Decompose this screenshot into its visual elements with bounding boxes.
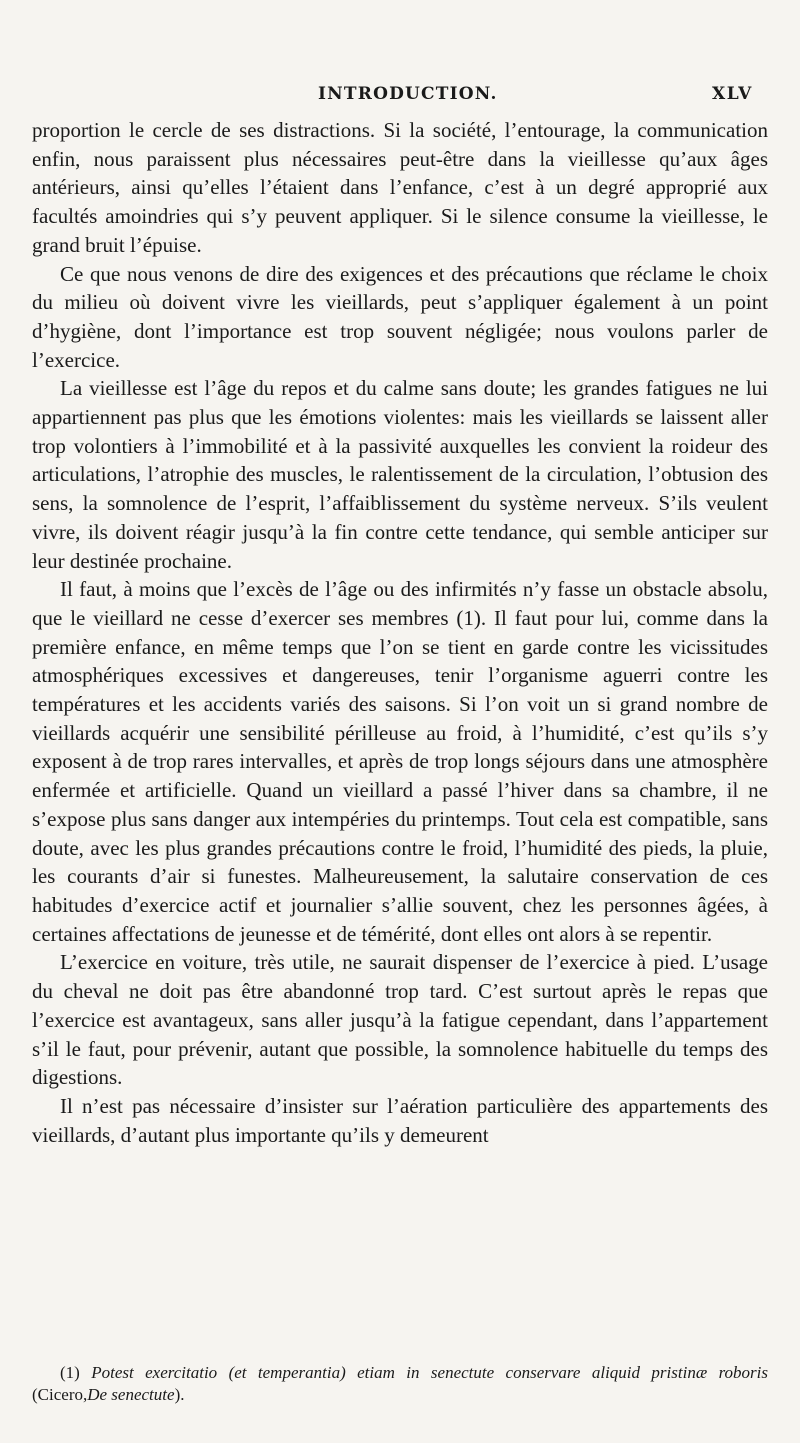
footnote <box>32 1362 768 1406</box>
paragraph-continued: proportion le cercle de ses distractions. Si la société, l’entourage, la communication enfin, nous paraissent plus nécessaires peut-être dans la vieillesse qu’aux âges antérieurs, ainsi qu’elles l’étaient dans l’enfance, c’est à un degré approprié aux facultés amoindries qui s’y peuvent appliquer. Si le silence consume la vieillesse, le grand bruit l’épuise. <box>32 118 768 257</box>
body-text <box>32 116 768 1149</box>
paragraph-exercise-limbs: Il faut, à moins que l’excès de l’âge ou des infirmités n’y fasse un obstacle absolu, que le vieillard ne cesse d’exercer ses membres (1). Il faut pour lui, comme dans la première enfance, en même temps que l’on se tient en garde contre les vicissitudes atmosphériques excessives et dangereuses, tenir l’organisme aguerri contre les températures et les accidents variés des saisons. Si l’on voit un si grand nombre de vieillards acquérir une sensibilité périlleuse au froid, à l’humidité, c’est qu’ils s’y exposent à de trop rares intervalles, et après de trop longs séjours dans une atmosphère enfermée et artificielle. Quand un vieillard a passé l’hiver dans sa chambre, il ne s’expose plus sans danger aux intempéries du printemps. Tout cela est compatible, sans doute, avec les plus grandes précautions contre le froid, l’humidité des pieds, la pluie, les courants d’air si funestes. Malheureusement, la salutaire conservation de ces habitudes d’exercice actif et journalier s’allie souvent, chez les personnes âgées, à certaines affectations de jeunesse et de témérité, dont elles ont alors à se repentir. <box>32 577 768 946</box>
page-header <box>0 84 800 114</box>
running-title: INTRODUCTION. <box>318 84 498 104</box>
footnote-marker: (1) <box>60 1363 80 1382</box>
paragraph-old-age-rest: La vieillesse est l’âge du repos et du calme sans doute; les grandes fatigues ne lui appartiennent pas plus que les émotions violentes: mais les vieillards se laissent aller trop volontiers à l’immobilité et à la passivité auxquelles les convient la roideur des articulations, l’atrophie des muscles, le ralentissement de la circulation, l’obtusion des sens, la somnolence de l’esprit, l’affaiblissement du système nerveux. S’ils veulent vivre, ils doivent réagir jusqu’à la fin contre cette tendance, qui semble anticiper sur leur destinée prochaine. <box>32 376 768 573</box>
footnote-latin-quote: Potest exercitatio (et temperantia) etiam in senectute conservare aliquid pristinæ roboris <box>91 1363 769 1382</box>
paragraph-aeration: Il n’est pas nécessaire d’insister sur l’aération particulière des appartements des vieillards, d’autant plus importante qu’ils y demeurent <box>32 1093 768 1147</box>
paragraph-carriage-exercise: L’exercice en voiture, très utile, ne saurait dispenser de l’exercice à pied. L’usage du cheval ne doit pas être abandonné trop tard. C’est surtout après le repas que l’exercice est avantageux, sans aller jusqu’à la fatigue cependant, dans l’appartement s’il le faut, pour prévenir, autant que possible, la somnolence habituelle du temps des digestions. <box>32 950 768 1090</box>
page-number: XLV <box>712 84 753 104</box>
footnote-citation-title: De senectute <box>87 1385 175 1404</box>
paragraph-exercise-intro: Ce que nous venons de dire des exigences et des précautions que réclame le choix du milieu où doivent vivre les vieillards, peut s’appliquer également à un point d’hygiène, dont l’importance est trop souvent négligée; nous voulons parler de l’exercice. <box>32 261 768 372</box>
footnote-citation-open: (Cicero, <box>32 1385 88 1404</box>
footnote-citation-close: ). <box>174 1385 185 1404</box>
